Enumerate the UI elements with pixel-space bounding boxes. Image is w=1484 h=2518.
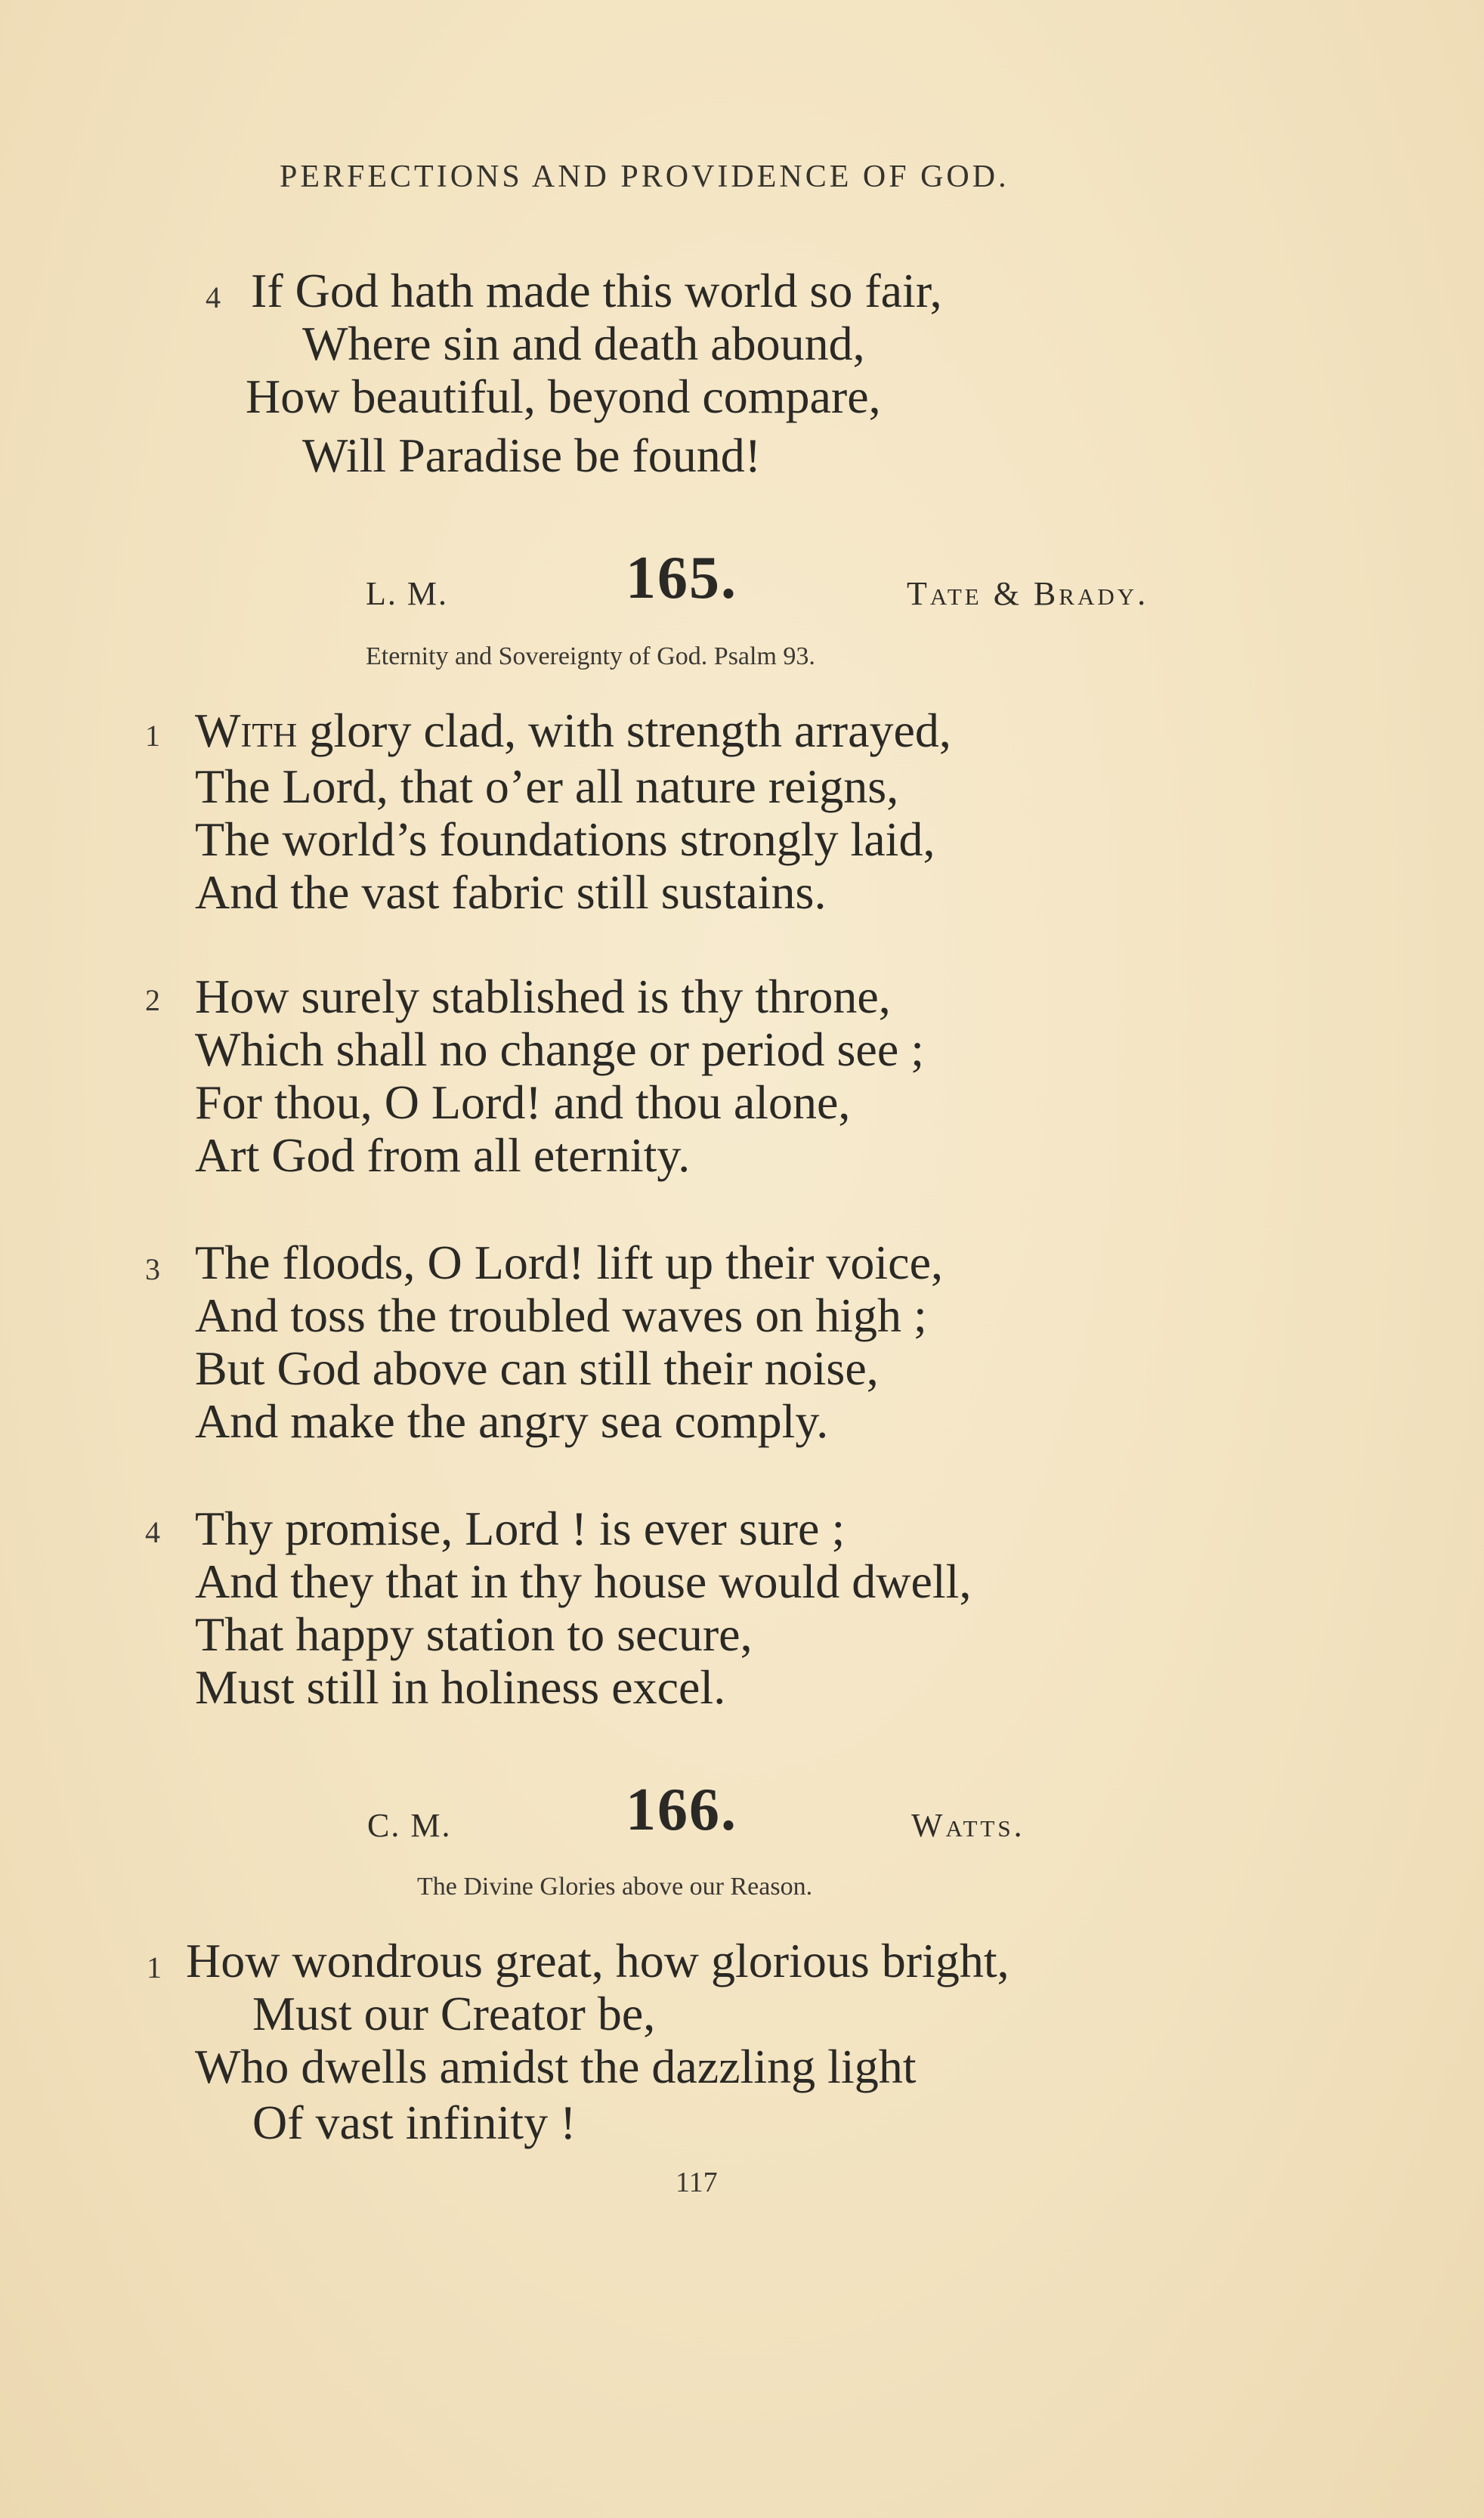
verse-number: 1 [145,719,160,753]
verse-line [195,704,951,757]
verse-line: Thy promise, Lord ! is ever sure ; [195,1502,846,1555]
verse-line: How wondrous great, how glorious bright, [186,1934,1009,1987]
hymn-meter: C. M. [367,1807,452,1844]
initial-word-rest: ith [240,704,298,757]
verse-number: 2 [145,983,160,1017]
verse-line: And they that in thy house would dwell, [195,1554,972,1608]
verse-number: 1 [147,1950,162,1984]
verse-line: How surely stablished is thy throne, [195,970,891,1023]
page-number: 117 [676,2167,718,2198]
hymn-author: Watts. [911,1807,1025,1844]
verse-line: The world’s foundations strongly laid, [195,812,935,866]
verse-line: Which shall no change or period see ; [195,1022,924,1076]
verse-line: The Lord, that o’er all nature reigns, [195,759,899,813]
hymn-meter: L. M. [366,575,448,612]
verse-line: Art God from all eternity. [195,1128,691,1182]
hymn-number: 165. [626,545,737,611]
verse-line: If God hath made this world so fair, [251,264,942,317]
verse-line: But God above can still their noise, [195,1341,879,1395]
hymn-number: 166. [626,1777,737,1843]
first-line-rest: glory clad, with strength arrayed, [297,704,951,757]
hymn-author: Tate & Brady. [907,575,1149,612]
verse-line: For thou, O Lord! and thou alone, [195,1075,851,1129]
drop-initial: W [195,704,241,757]
verse-line: That happy station to secure, [195,1607,753,1661]
verse-number: 3 [145,1252,160,1286]
verse-line: Of vast infinity ! [252,2096,577,2149]
verse-line: Where sin and death abound, [302,317,865,370]
verse-line: The floods, O Lord! lift up their voice, [195,1236,943,1289]
verse-line: Must our Creator be, [252,1987,656,2040]
verse-line: Who dwells amidst the dazzling light [195,2040,917,2093]
verse-number: 4 [206,280,221,314]
hymn-subtitle: Eternity and Sovereignty of God. Psalm 93. [366,642,815,670]
verse-line: Will Paradise be found! [302,428,762,482]
verse-line: Must still in holiness excel. [195,1660,726,1714]
running-head: PERFECTIONS AND PROVIDENCE OF GOD. [280,159,1009,194]
verse-number: 4 [145,1515,160,1549]
verse-line: How beautiful, beyond compare, [246,370,881,423]
verse-line: And the vast fabric still sustains. [195,865,827,919]
verse-line: And make the angry sea comply. [195,1394,829,1448]
verse-line: And toss the troubled waves on high ; [195,1288,927,1342]
hymn-subtitle: The Divine Glories above our Reason. [417,1873,813,1901]
